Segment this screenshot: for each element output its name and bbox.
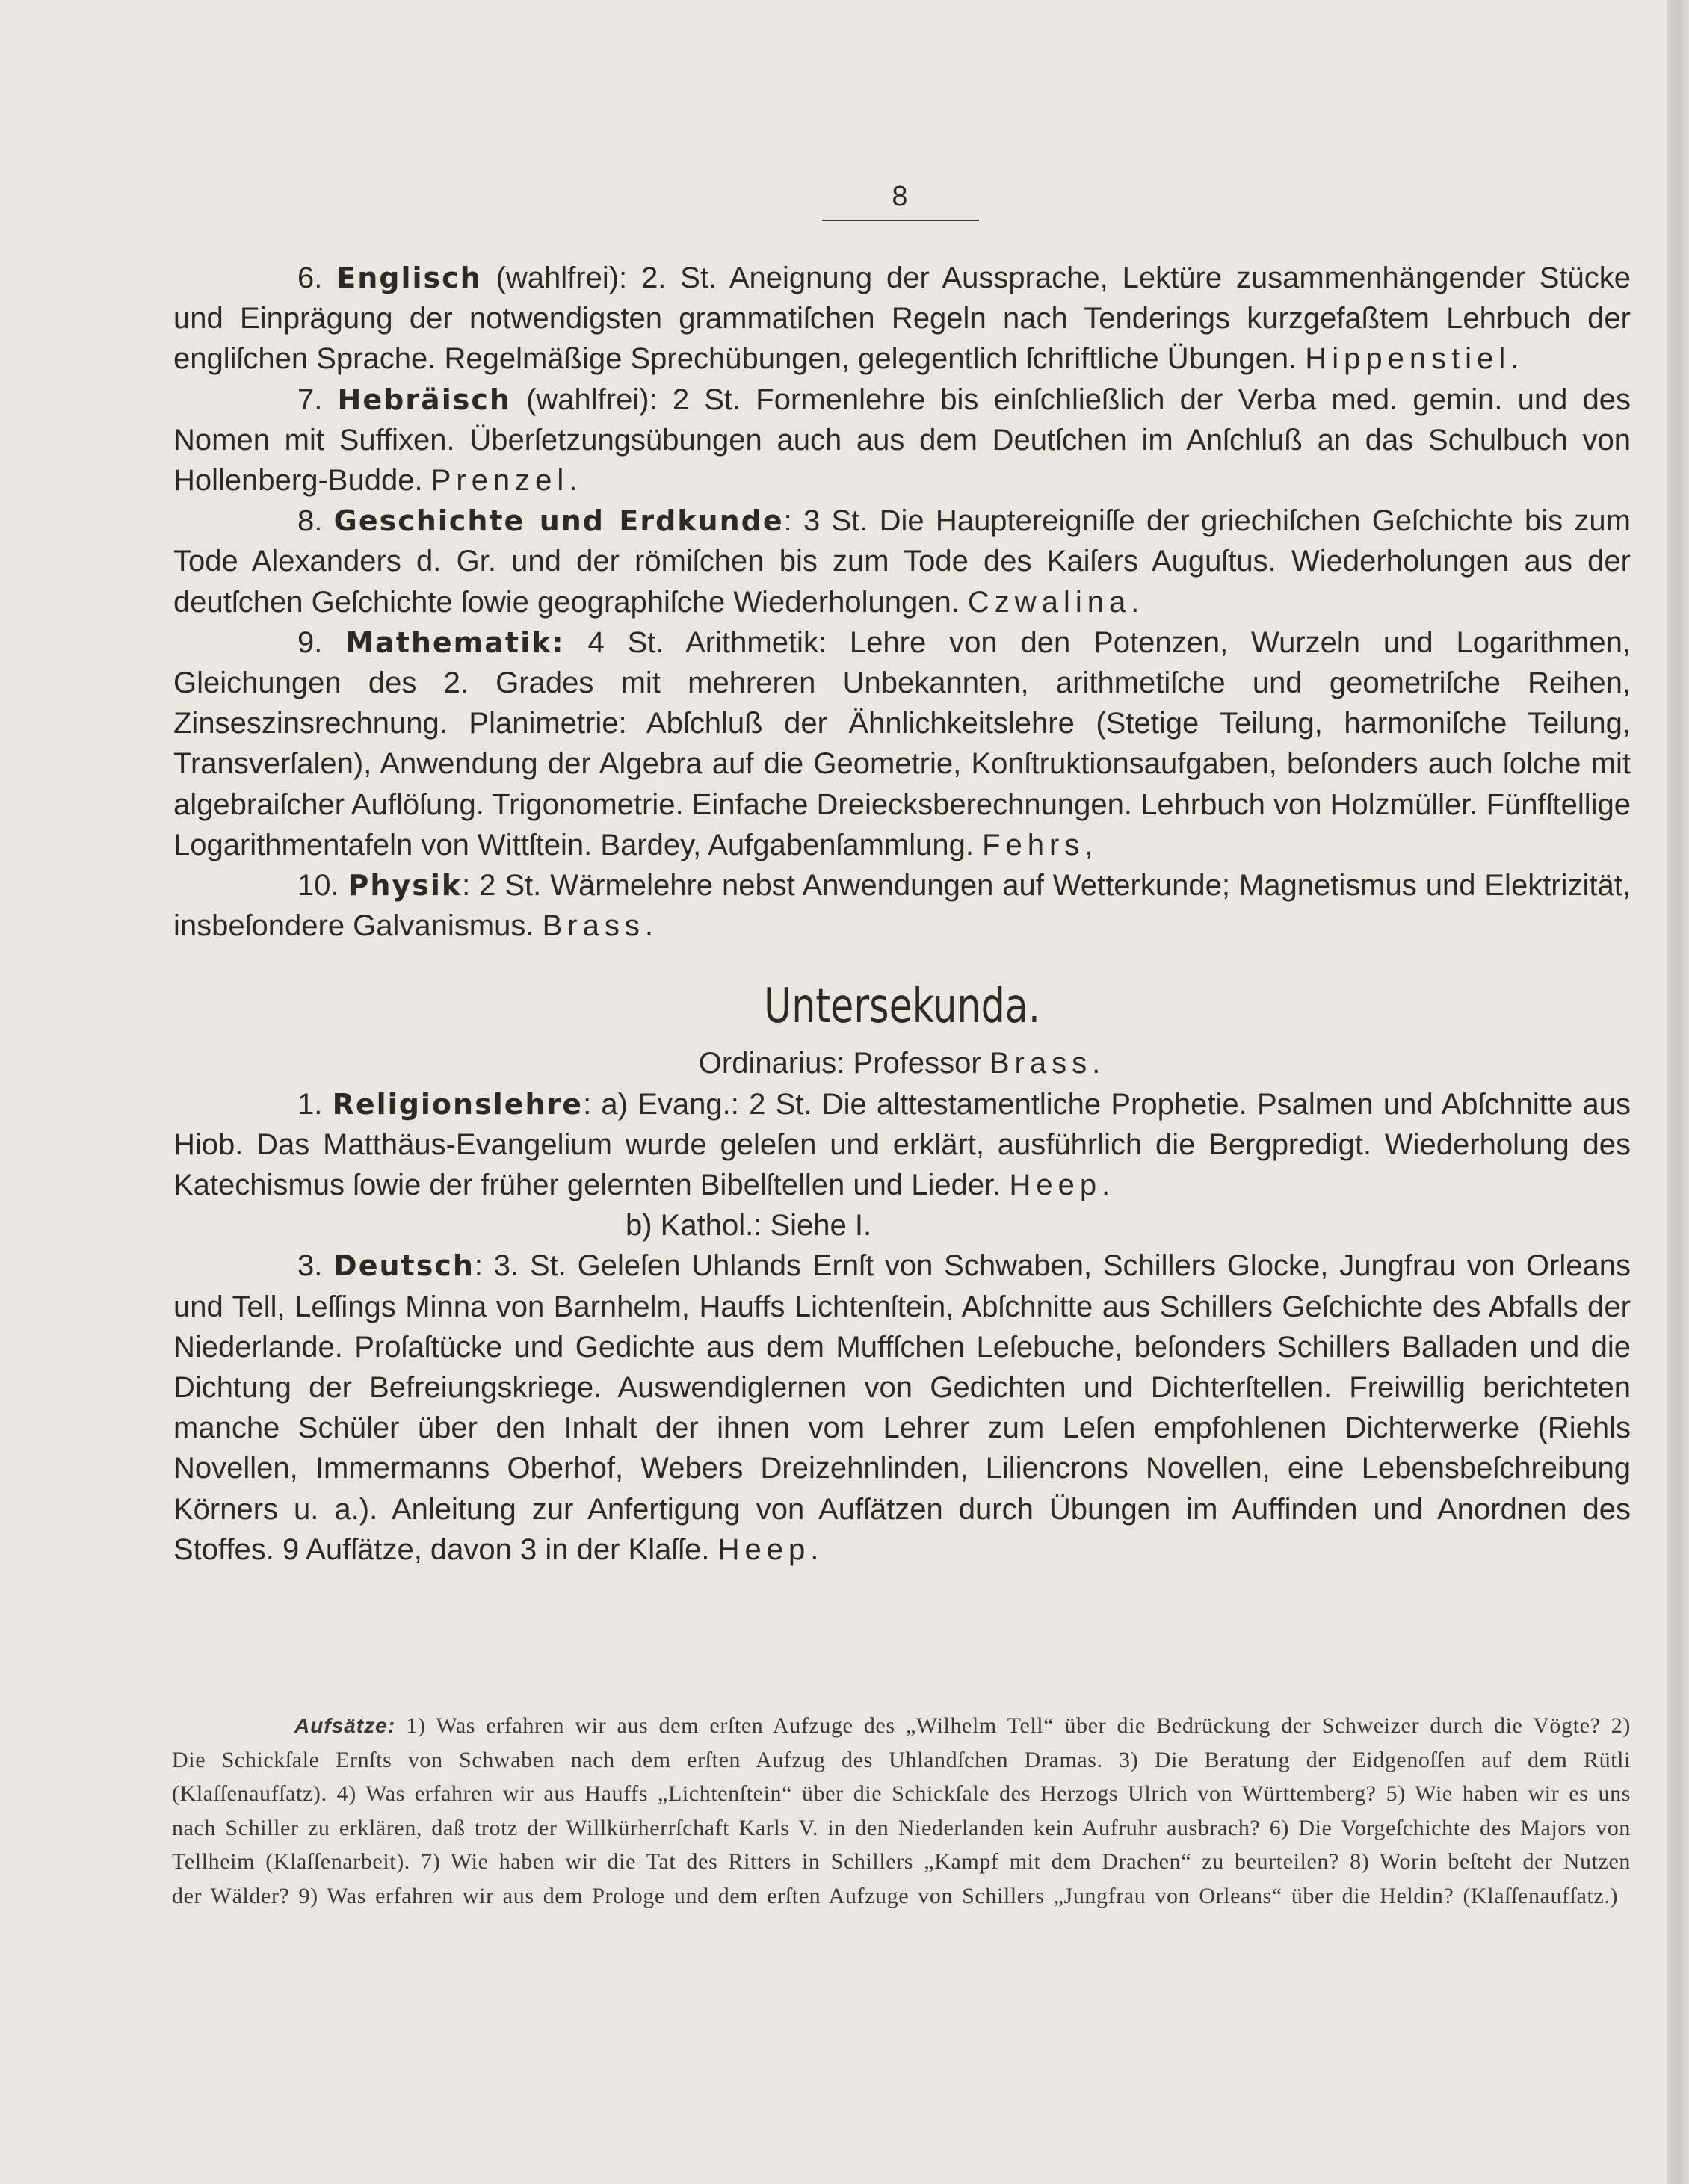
teacher-name: Hippenstiel.	[1305, 342, 1525, 376]
section-physik: 10. Physik: 2 St. Wärmelehre nebst Anwendungen auf Wetterkunde; Magnetismus und Elektrizität, insbeſondere Galvanismus. Brass.	[173, 869, 1631, 943]
subject-title: Physik	[348, 869, 463, 903]
aufsaetze-label: Aufsätze:	[294, 1714, 396, 1737]
teacher-name: Prenzel.	[430, 464, 583, 498]
subject-title: Religionslehre	[332, 1087, 584, 1121]
page-number: 8	[892, 181, 910, 212]
section-deutsch: 3. Deutsch: 3. St. Geleſen Uhlands Ernſt von Schwaben, Schillers Glocke, Jungfrau von Orleans und Tell, Leſſings Minna von Barnhelm, Hauffs Lichtenſtein, Abſchnitte aus Schillers Geſchichte des Abfalls der Niederlande. Proſaſtücke und Gedichte aus dem Muffſchen Leſebuche, beſonders Schillers Balladen und die Dichtung der Befreiungskriege. Auswendiglernen von Gedichten und Dichterſtellen. Freiwillig berichteten manche Schüler über den Inhalt der ihnen vom Lehrer zum Leſen empfohlenen Dichterwerke (Riehls Novellen, Immermanns Oberhof, Webers Dreizehnlinden, Liliencrons Novellen, eine Lebensbeſchreibung Körners u. a.). Anleitung zur Anfertigung von Aufſätzen durch Übungen im Auffinden und Anordnen des Stoffes. 9 Aufſätze, davon 3 in der Klaſſe. Heep.	[173, 1249, 1631, 1566]
subject-title: Hebräisch	[337, 383, 511, 416]
body-text	[173, 258, 1631, 1570]
subject-title: Deutsch	[333, 1249, 475, 1283]
section-hebraeisch: 7. Hebräisch (wahlfrei): 2 St. Formenlehre bis einſchließlich der Verba med. gemin. und des Nomen mit Suffixen. Überſetzungsübungen auch aus dem Deutſchen im Anſchluß an das Schulbuch von Hollenberg-Budde. Prenzel.	[173, 383, 1631, 498]
teacher-name: Brass.	[989, 1047, 1106, 1080]
teacher-name: Brass.	[542, 909, 658, 943]
subject-title: Englisch	[336, 262, 482, 294]
section-geschichte: 8. Geschichte und Erdkunde: 3 St. Die Hauptereigniſſe der griechiſchen Geſchichte bis zum Tode Alexanders d. Gr. und der römiſchen bis zum Tode des Kaiſers Auguſtus. Wiederholungen aus der deutſchen Geſchichte ſowie geographiſche Wiederholungen. Czwalina.	[173, 504, 1631, 619]
teacher-name: Czwalina.	[967, 585, 1145, 619]
section-englisch: 6. Englisch (wahlfrei): 2. St. Aneignung der Aussprache, Lektüre zusammenhängender Stücke und Einprägung der notwendigsten grammatiſchen Regeln nach Tenderings kurzgefaßtem Lehrbuch der engliſchen Sprache. Regelmäßige Sprechübungen, gelegentlich ſchriftliche Übungen. Hippenstiel.	[173, 262, 1631, 376]
aufsaetze-list	[172, 1709, 1631, 1913]
teacher-name: Fehrs,	[982, 828, 1099, 861]
kathol-line: b) Kathol.: Siehe I.	[626, 1209, 872, 1243]
page-number-rule	[822, 220, 979, 221]
section-heading: Untersekunda.	[764, 979, 1040, 1035]
ordinarius-line: Ordinarius: Professor Brass.	[698, 1047, 1106, 1080]
teacher-name: Heep.	[1009, 1169, 1116, 1202]
subject-title: Geschichte und Erdkunde	[333, 504, 784, 538]
teacher-name: Heep.	[717, 1532, 824, 1566]
page-edge	[1667, 0, 1689, 2184]
aufsaetze-text: 1) Was erfahren wir aus dem erſten Aufzuge des „Wilhelm Tell“ über die Bedrückung der Schweizer durch die Vögte? 2) Die Schickſale Ernſts von Schwaben nach dem erſten Aufzug des Uhlandſchen Dramas. 3) Die Beratung der Eidgenoſſen auf dem Rütli (Klaſſenaufſatz). 4) Was erfahren wir aus Hauffs „Lichtenſtein“ über die Schickſale des Herzogs Ulrich von Württemberg? 5) Wie haben wir es uns nach Schiller zu erklären, daß trotz der Willkürherrſchaft Karls V. in den Niederlanden kein Aufruhr ausbrach? 6) Die Vorgeſchichte des Majors von Tellheim (Klaſſenarbeit). 7) Wie haben wir die Tat des Ritters in Schillers „Kampf mit dem Drachen“ zu beurteilen? 8) Worin beſteht der Nutzen der Wälder? 9) Was erfahren wir aus dem Prologe und dem erſten Aufzuge von Schillers „Jungfrau von Orleans“ über die Heldin? (Klaſſenaufſatz.)	[172, 1713, 1631, 1908]
section-mathematik: 9. Mathematik: 4 St. Arithmetik: Lehre von den Potenzen, Wurzeln und Logarithmen, Gleichungen des 2. Grades mit mehreren Unbekannten, arithmetiſche und geometriſche Reihen, Zinseszinsrechnung. Planimetrie: Abſchluß der Ähnlichkeitslehre (Stetige Teilung, harmoniſche Teilung, Transverſalen), Anwendung der Algebra auf die Geometrie, Konſtruktionsaufgaben, beſonders auch ſolche mit algebraiſcher Auflöſung. Trigonometrie. Einfache Dreiecksberechnungen. Lehrbuch von Holzmüller. Fünfſtellige Logarithmentafeln von Wittſtein. Bardey, Aufgabenſammlung. Fehrs,	[173, 625, 1631, 861]
section-religionslehre: 1. Religionslehre: a) Evang.: 2 St. Die alttestamentliche Prophetie. Psalmen und Abſchnitte aus Hiob. Das Matthäus-Evangelium wurde geleſen und erklärt, ausführlich die Bergpredigt. Wiederholung des Katechismus ſowie der früher gelernten Bibelſtellen und Lieder. Heep.	[173, 1087, 1631, 1202]
subject-title: Mathematik:	[345, 625, 565, 659]
